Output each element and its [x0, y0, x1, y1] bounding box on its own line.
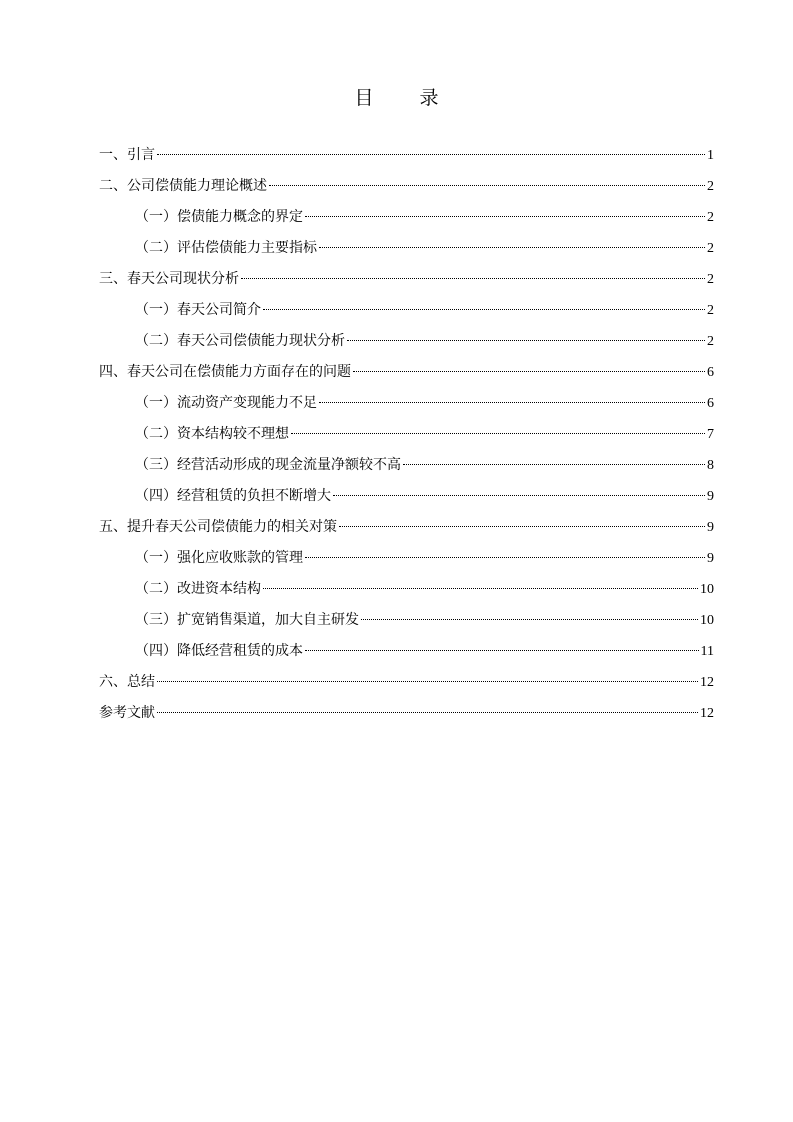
toc-entry-text: （二）资本结构较不理想: [135, 426, 289, 442]
toc-entry-page: 2: [707, 272, 714, 287]
toc-entry-page: 12: [700, 675, 714, 690]
dot-leader: [403, 464, 705, 465]
toc-entry[interactable]: [99, 295, 714, 326]
toc-entry-text: （一）强化应收账款的管理: [135, 550, 303, 566]
toc-entry[interactable]: [99, 419, 714, 450]
toc-title: 目 录: [354, 87, 459, 109]
dot-leader: [361, 619, 698, 620]
toc-entry-text: 五、提升春天公司偿债能力的相关对策: [99, 519, 337, 535]
toc-entry-page: 9: [707, 551, 714, 566]
dot-leader: [305, 557, 705, 558]
toc-entry-page: 9: [707, 489, 714, 504]
toc-entry[interactable]: [99, 326, 714, 357]
toc-entry-text: （一）偿债能力概念的界定: [135, 209, 303, 225]
toc-entry-text: 二、公司偿债能力理论概述: [99, 178, 267, 194]
toc-entry-page: 10: [700, 582, 714, 597]
toc-entry-page: 8: [707, 458, 714, 473]
dot-leader: [291, 433, 705, 434]
toc-entry[interactable]: [99, 202, 714, 233]
toc-entry-page: 9: [707, 520, 714, 535]
toc-list: [99, 140, 714, 729]
toc-entry-text: 一、引言: [99, 147, 155, 163]
toc-entry-page: 7: [707, 427, 714, 442]
dot-leader: [305, 216, 705, 217]
toc-entry-page: 2: [707, 334, 714, 349]
toc-entry[interactable]: [99, 698, 714, 729]
dot-leader: [157, 712, 698, 713]
toc-entry-text: （三）经营活动形成的现金流量净额较不高: [135, 457, 401, 473]
toc-entry-page: 6: [707, 365, 714, 380]
toc-entry-page: 1: [707, 148, 714, 163]
toc-entry-page: 12: [700, 706, 714, 721]
dot-leader: [269, 185, 705, 186]
dot-leader: [319, 402, 705, 403]
toc-entry-text: （四）经营租赁的负担不断增大: [135, 488, 331, 504]
dot-leader: [263, 588, 698, 589]
toc-entry[interactable]: [99, 543, 714, 574]
toc-entry[interactable]: [99, 636, 714, 667]
dot-leader: [305, 650, 699, 651]
dot-leader: [157, 154, 705, 155]
toc-entry[interactable]: [99, 140, 714, 171]
toc-entry[interactable]: [99, 357, 714, 388]
toc-entry-text: （一）流动资产变现能力不足: [135, 395, 317, 411]
toc-entry-page: 2: [707, 179, 714, 194]
dot-leader: [241, 278, 705, 279]
dot-leader: [353, 371, 705, 372]
toc-entry-text: 六、总结: [99, 674, 155, 690]
toc-entry-text: （四）降低经营租赁的成本: [135, 643, 303, 659]
toc-entry[interactable]: [99, 450, 714, 481]
dot-leader: [339, 526, 705, 527]
toc-entry-text: 四、春天公司在偿债能力方面存在的问题: [99, 364, 351, 380]
toc-entry[interactable]: [99, 605, 714, 636]
toc-entry-text: 三、春天公司现状分析: [99, 271, 239, 287]
toc-entry-page: 10: [700, 613, 714, 628]
toc-entry-page: 2: [707, 241, 714, 256]
toc-entry-page: 6: [707, 396, 714, 411]
toc-entry[interactable]: [99, 233, 714, 264]
toc-entry-page: 2: [707, 210, 714, 225]
toc-entry[interactable]: [99, 481, 714, 512]
toc-entry-page: 11: [700, 644, 714, 659]
toc-entry-text: （三）扩宽销售渠道，加大自主研发: [135, 612, 359, 628]
toc-entry[interactable]: [99, 388, 714, 419]
toc-entry-page: 2: [707, 303, 714, 318]
dot-leader: [333, 495, 705, 496]
dot-leader: [263, 309, 705, 310]
toc-entry[interactable]: [99, 171, 714, 202]
toc-entry-text: （一）春天公司简介: [135, 302, 261, 318]
toc-entry[interactable]: [99, 264, 714, 295]
toc-entry[interactable]: [99, 574, 714, 605]
dot-leader: [347, 340, 705, 341]
toc-entry[interactable]: [99, 512, 714, 543]
toc-entry-text: （二）评估偿债能力主要指标: [135, 240, 317, 256]
dot-leader: [157, 681, 698, 682]
toc-entry-text: （二）改进资本结构: [135, 581, 261, 597]
toc-entry[interactable]: [99, 667, 714, 698]
toc-entry-text: 参考文献: [99, 705, 155, 721]
dot-leader: [319, 247, 705, 248]
toc-entry-text: （二）春天公司偿债能力现状分析: [135, 333, 345, 349]
